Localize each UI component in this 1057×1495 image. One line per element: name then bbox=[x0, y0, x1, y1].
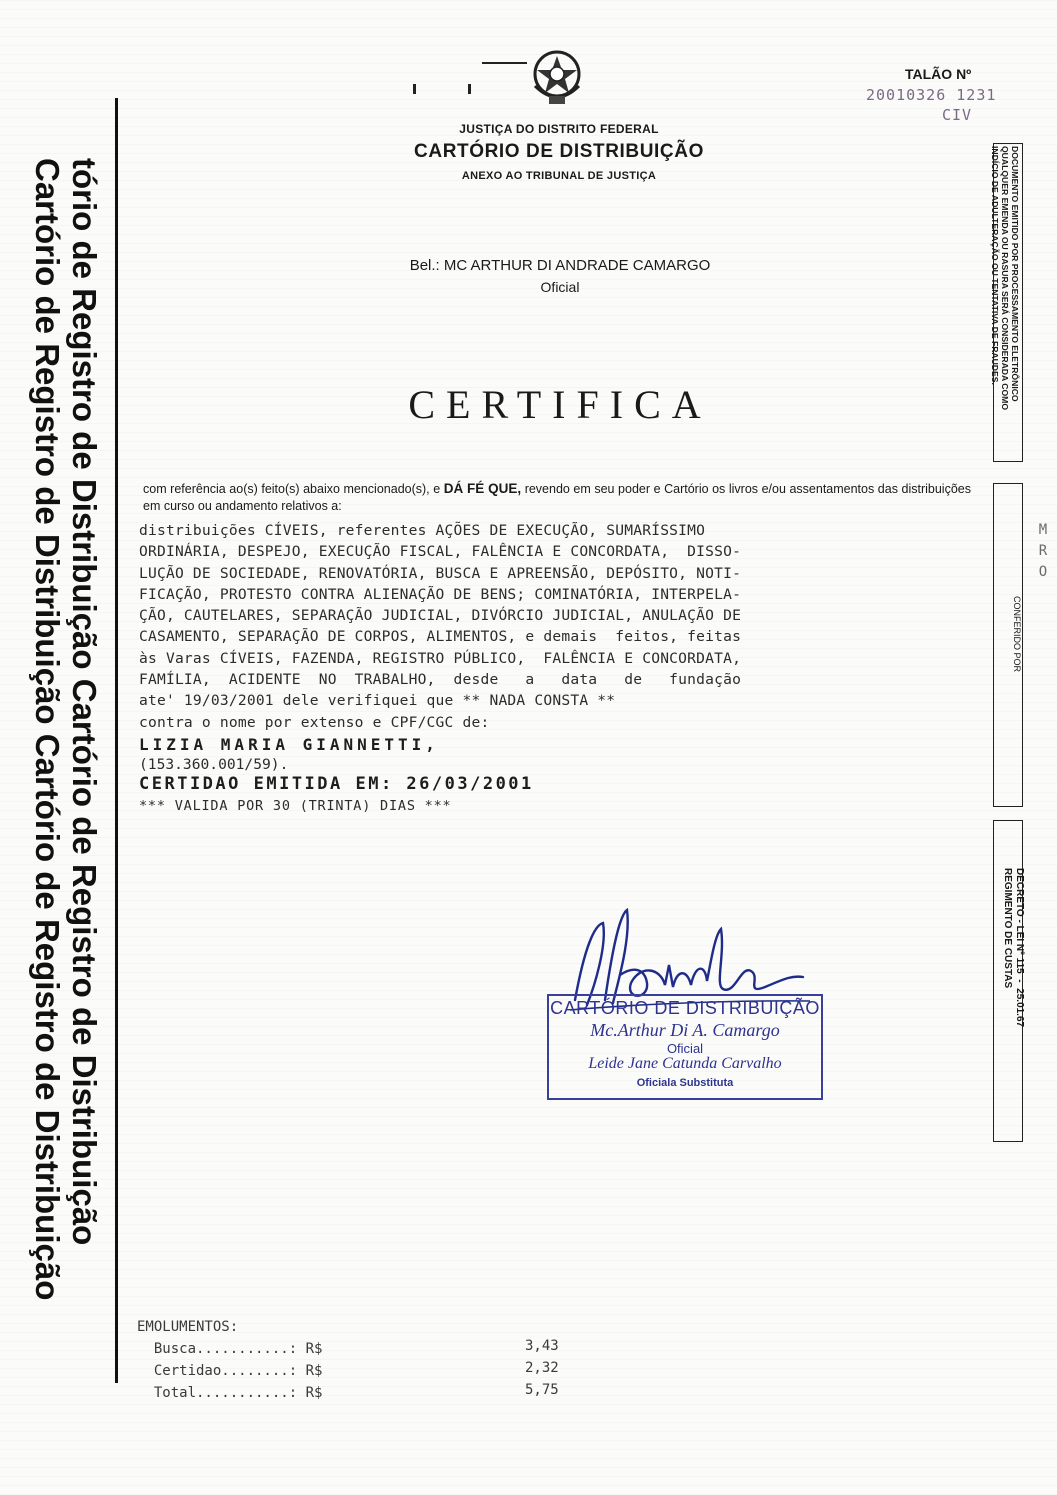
talao-number: 20010326 1231 bbox=[866, 86, 997, 104]
left-divider-line bbox=[115, 98, 118, 1383]
talao-code: CIV bbox=[942, 106, 973, 124]
stamp-line5: Oficiala Substituta bbox=[636, 1077, 734, 1089]
tick-mark bbox=[468, 84, 471, 94]
header-registry: CARTÓRIO DE DISTRIBUIÇÃO bbox=[414, 141, 704, 162]
lead-part2: revendo em seu poder e Cartório os livros e/ou assentamentos das distribuições em curso ou andamento relativos a: bbox=[143, 482, 971, 513]
decree-text: DECRETO - LEI Nº 115 - 25.01.67 REGIMENTO DE CUSTAS bbox=[1002, 868, 1025, 1028]
fee-value: 3,43 bbox=[525, 1338, 559, 1354]
conferido-label: CONFERIDO POR bbox=[1012, 596, 1022, 673]
header-court: JUSTIÇA DO DISTRITO FEDERAL bbox=[459, 122, 659, 136]
band-text-inner: Cartório de Registro de Distribuição Cartório de Registro de Distribuição bbox=[29, 158, 66, 1301]
fee-value: 5,75 bbox=[525, 1382, 559, 1398]
fee-label: Busca...........: R$ bbox=[137, 1341, 323, 1357]
subject-id: (153.360.001/59). bbox=[139, 756, 289, 773]
official-role: Oficial bbox=[540, 279, 580, 295]
mro-mark: M R O bbox=[1038, 522, 1048, 580]
tick-mark bbox=[413, 84, 416, 94]
talao-label: TALÃO Nº bbox=[905, 66, 972, 82]
header-rule bbox=[482, 62, 527, 64]
lead-part1: com referência ao(s) feito(s) abaixo mencionado(s), e bbox=[143, 482, 444, 496]
stamp-line3: Oficial bbox=[666, 1041, 704, 1056]
lead-emphasis: DÁ FÉ QUE, bbox=[443, 481, 522, 496]
registry-stamp bbox=[547, 994, 823, 1100]
stamp-line4: Leide Jane Catunda Carvalho bbox=[588, 1055, 782, 1072]
stamp-line1: CARTÓRIO DE DISTRIBUIÇÃO bbox=[550, 998, 820, 1018]
stamp-line2: Mc.Arthur Di A. Camargo bbox=[590, 1020, 780, 1040]
fraud-warning-text: DOCUMENTO EMITIDO POR PROCESSAMENTO ELETRÔNICO QUALQUER EMENDA OU RASURA SERÁ CONSIDERADA COMO INDÍCIO DE ADULTERAÇÃO OU TENTATIVA DE FRAUDES. bbox=[989, 146, 1020, 411]
validity-note: *** VALIDA POR 30 (TRINTA) DIAS *** bbox=[139, 798, 452, 814]
lead-paragraph bbox=[143, 480, 971, 515]
official-name: Bel.: MC ARTHUR DI ANDRADE CAMARGO bbox=[409, 257, 711, 274]
fee-value: 2,32 bbox=[525, 1360, 559, 1376]
document-title: CERTIFICA bbox=[408, 382, 712, 427]
issue-date: CERTIDAO EMITIDA EM: 26/03/2001 bbox=[139, 774, 534, 794]
fee-label: Certidao........: R$ bbox=[137, 1363, 323, 1379]
subject-name: LIZIA MARIA GIANNETTI, bbox=[139, 735, 439, 754]
header-annex: ANEXO AO TRIBUNAL DE JUSTIÇA bbox=[461, 170, 657, 182]
fees-section bbox=[137, 1316, 322, 1404]
coat-of-arms-icon bbox=[527, 46, 587, 108]
left-watermark-band bbox=[0, 60, 125, 1390]
fee-label: Total...........: R$ bbox=[137, 1385, 323, 1401]
fees-heading: EMOLUMENTOS: bbox=[137, 1319, 239, 1335]
band-text-outer: tório de Registro de Distribuição Cartório de Registro de Distribuição bbox=[66, 158, 103, 1246]
certificate-body-text: distribuições CÍVEIS, referentes AÇÕES DE EXECUÇÃO, SUMARÍSSIMO ORDINÁRIA, DESPEJO, EXECUÇÃO FISCAL, FALÊNCIA E CONCORDATA, DISSO- LUÇÃO DE SOCIEDADE, RENOVATÓRIA, BUSCA E APREENSÃO, DEPÓSITO, NOTI- FICAÇÃO, PROTESTO CONTRA ALIENAÇÃO DE BENS; COMINATÓRIA, INTERPELA- ÇÃO, CAUTELARES, SEPARAÇÃO JUDICIAL, DIVÓRCIO JUDICIAL, ANULAÇÃO DE CASAMENTO, SEPARAÇÃO DE CORPOS, ALIMENTOS, e demais feitos, feitas às Varas CÍVEIS, FAZENDA, REGISTRO PÚBLICO, FALÊNCIA E CONCORDATA, FAMÍLIA, ACIDENTE NO TRABALHO, desde a data de fundação ate' 19/03/2001 dele verifiquei que ** NADA CONSTA ** contra o nome por extenso e CPF/CGC de: bbox=[139, 522, 742, 731]
